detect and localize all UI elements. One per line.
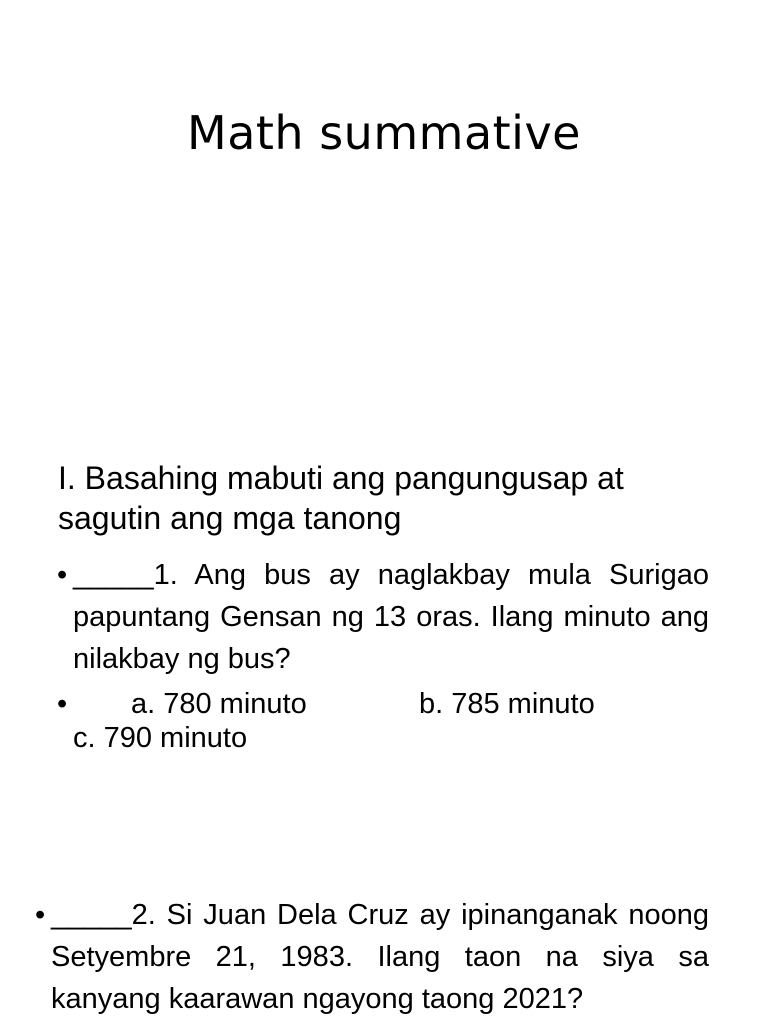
page-title: Math summative bbox=[187, 106, 581, 160]
question-2-text: _____2. Si Juan Dela Cruz ay ipinanganak noong Setyembre 21, 1983. Ilang taon na siya sa kanyang kaarawan ngayong taong 2021? bbox=[51, 899, 709, 1015]
question-1 bbox=[57, 554, 709, 680]
choice-a: a. 780 minuto bbox=[131, 688, 307, 720]
question-2 bbox=[35, 894, 709, 1020]
choice-b: b. 785 minuto bbox=[419, 688, 595, 720]
choice-c: c. 790 minuto bbox=[73, 722, 248, 754]
bullet-icon: • bbox=[57, 688, 68, 720]
question-1-text: _____1. Ang bus ay naglakbay mula Surigao papuntang Gensan ng 13 oras. Ilang minuto ang nilakbay ng bus? bbox=[73, 559, 709, 675]
bullet-icon: • bbox=[35, 899, 46, 931]
section-heading: I. Basahing mabuti ang pangungusap at sagutin ang mga tanong bbox=[58, 460, 624, 536]
bullet-icon: • bbox=[57, 559, 68, 591]
